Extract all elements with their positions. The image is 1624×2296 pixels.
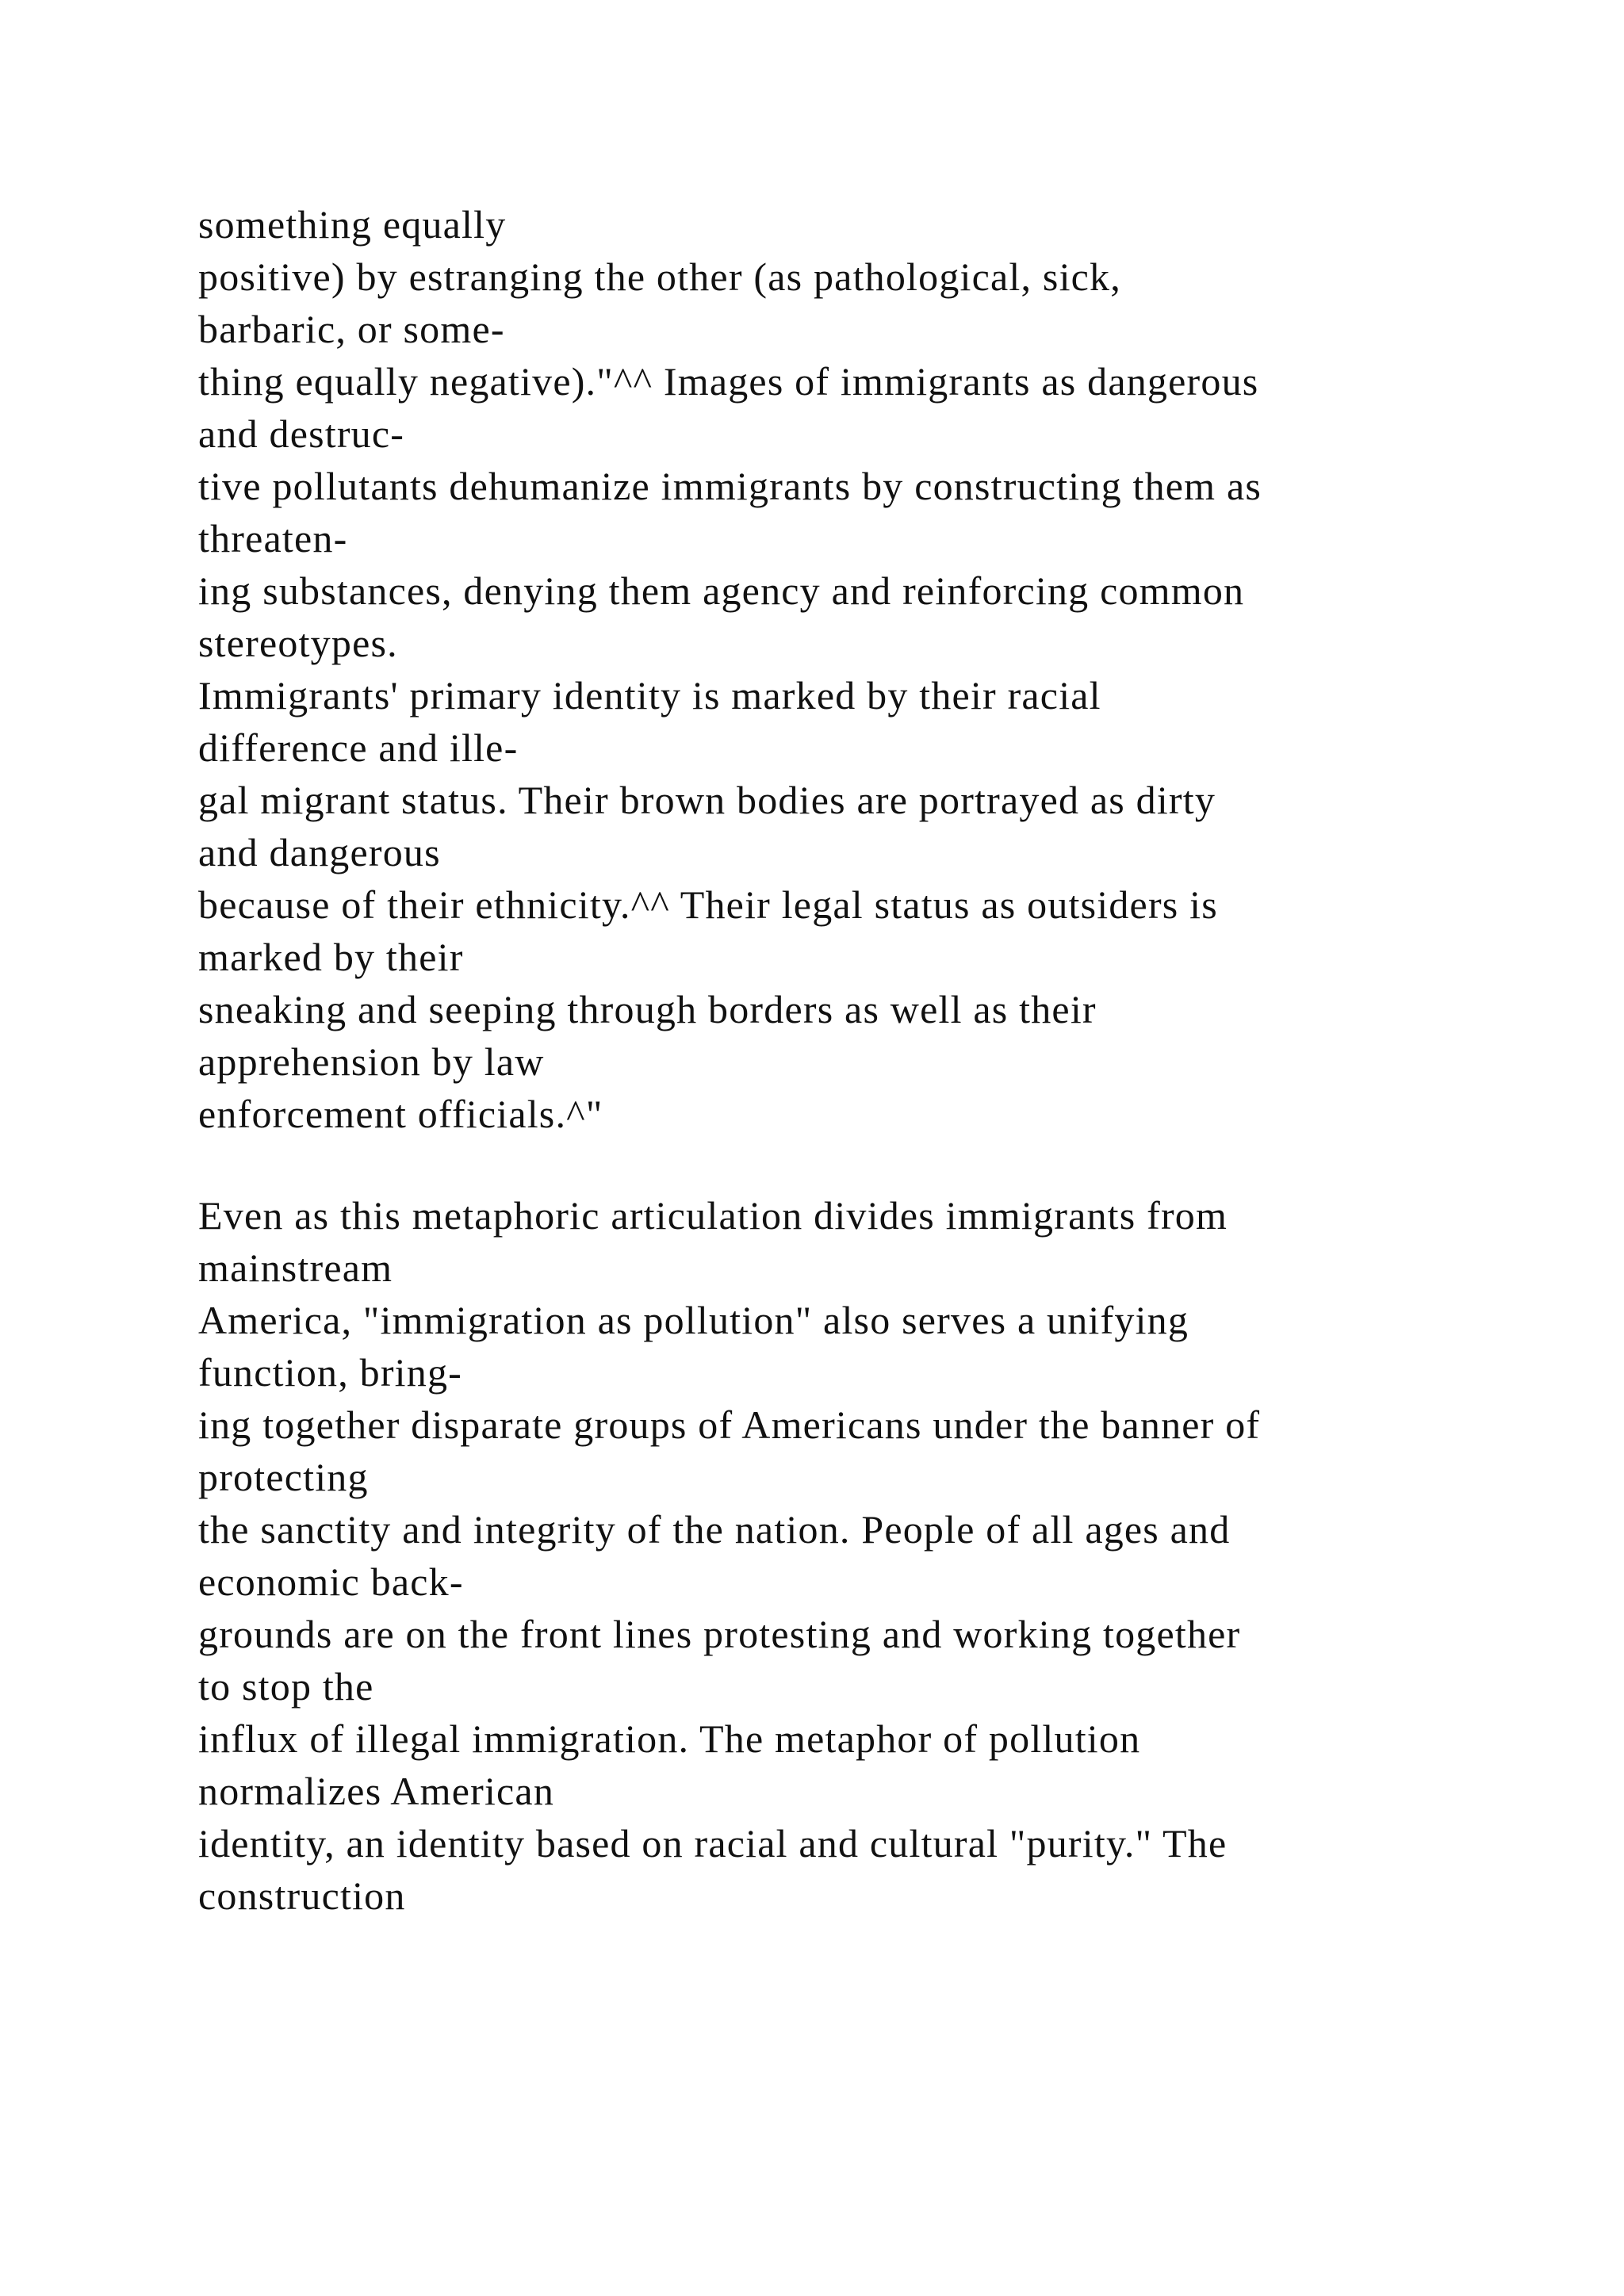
text-line: and dangerous bbox=[198, 830, 441, 874]
text-line: Immigrants' primary identity is marked by their racial bbox=[198, 673, 1101, 718]
text-line: mainstream bbox=[198, 1246, 393, 1290]
text-line: and destruc- bbox=[198, 411, 405, 456]
text-line: economic back- bbox=[198, 1559, 464, 1604]
text-line: grounds are on the front lines protesting and working together bbox=[198, 1612, 1241, 1656]
text-line: protecting bbox=[198, 1455, 369, 1499]
text-line: gal migrant status. Their brown bodies are portrayed as dirty bbox=[198, 778, 1216, 822]
text-line: barbaric, or some- bbox=[198, 307, 505, 351]
text-line: positive) by estranging the other (as pathological, sick, bbox=[198, 254, 1121, 299]
text-line: America, "immigration as pollution" also serves a unifying bbox=[198, 1298, 1189, 1342]
text-line: tive pollutants dehumanize immigrants by constructing them as bbox=[198, 464, 1262, 508]
text-line: identity, an identity based on racial and cultural "purity." The bbox=[198, 1821, 1228, 1866]
text-line: threaten- bbox=[198, 516, 348, 561]
paragraph-2 bbox=[198, 1189, 1499, 1922]
text-line: thing equally negative)."^^ Images of immigrants as dangerous bbox=[198, 359, 1259, 404]
text-line: enforcement officials.^" bbox=[198, 1092, 603, 1136]
text-line: something equally bbox=[198, 202, 507, 247]
text-line: ing substances, denying them agency and reinforcing common bbox=[198, 568, 1245, 613]
text-line: Even as this metaphoric articulation divides immigrants from bbox=[198, 1193, 1228, 1238]
text-line: marked by their bbox=[198, 935, 464, 979]
paragraph-1 bbox=[198, 198, 1499, 1140]
text-line: to stop the bbox=[198, 1664, 374, 1709]
text-line: difference and ille- bbox=[198, 725, 519, 770]
text-line: function, bring- bbox=[198, 1350, 463, 1395]
text-line: because of their ethnicity.^^ Their legal status as outsiders is bbox=[198, 882, 1218, 927]
text-line: construction bbox=[198, 1873, 406, 1918]
text-line: the sanctity and integrity of the nation. People of all ages and bbox=[198, 1507, 1231, 1552]
text-line: sneaking and seeping through borders as well as their bbox=[198, 987, 1097, 1031]
text-line: stereotypes. bbox=[198, 621, 398, 665]
text-line: apprehension by law bbox=[198, 1039, 545, 1084]
text-line: influx of illegal immigration. The metaphor of pollution bbox=[198, 1716, 1141, 1761]
text-line: normalizes American bbox=[198, 1769, 555, 1813]
text-line: ing together disparate groups of Americans under the banner of bbox=[198, 1402, 1261, 1447]
